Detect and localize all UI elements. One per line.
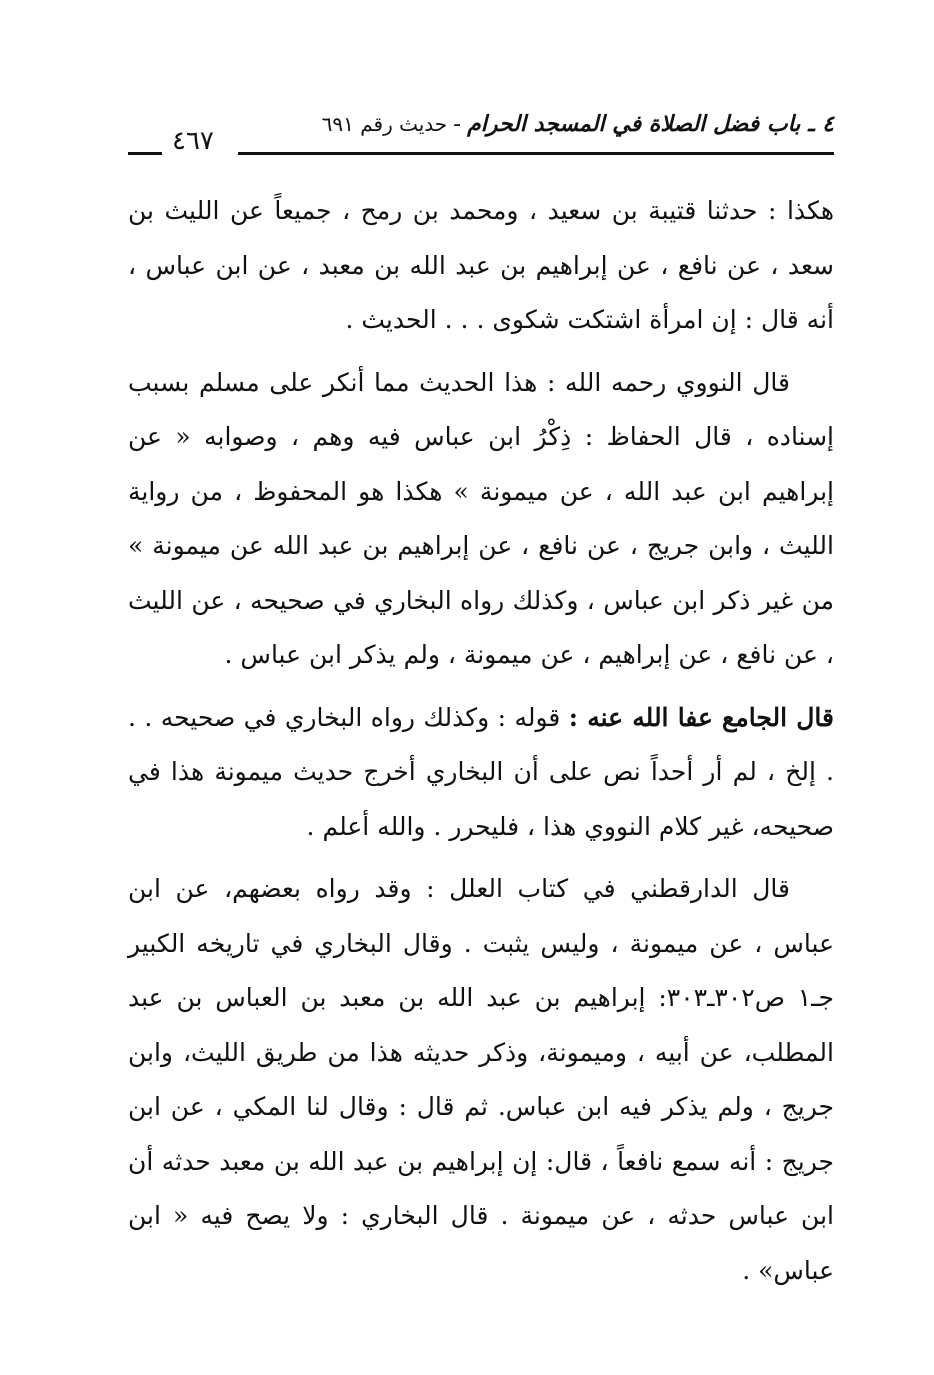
paragraph-3 — [128, 691, 834, 855]
paragraph-3-text: قوله : وكذلك رواه البخاري في صحيحه . . . إلخ ، لم أر أحداً نص على أن البخاري أخرج حديث ميمونة هذا في صحيحه، غير كلام النووي هذا ، فليحرر . والله أعلم . — [128, 702, 834, 841]
page-number: ٤٦٧ — [172, 126, 214, 156]
paragraph-2 — [128, 356, 834, 683]
chapter-title — [322, 112, 834, 137]
paragraph-1-text: هكذا : حدثنا قتيبة بن سعيد ، ومحمد بن رمح ، جميعاً عن الليث بن سعد ، عن نافع ، عن إبراهيم بن عبد الله بن معبد ، عن ابن عباس ، أنه قال : إن امرأة اشتكت شكوى . . . الحديث . — [128, 196, 834, 334]
paragraph-1 — [128, 184, 834, 348]
chapter-title-text: ٤ ـ باب فضل الصلاة في المسجد الحرام — [467, 112, 834, 137]
header-rule-short — [128, 152, 162, 155]
hadith-number: حديث رقم ٦٩١ — [321, 112, 448, 136]
paragraph-3-lead: قال الجامع عفا الله عنه : — [568, 702, 834, 732]
header-rule — [238, 152, 834, 155]
page-header — [128, 108, 834, 160]
paragraph-2-text: قال النووي رحمه الله : هذا الحديث مما أنكر على مسلم بسبب إسناده ، قال الحفاظ : ذِكْرُ ابن عباس فيه وهم ، وصوابه « عن إبراهيم ابن عبد الله ، عن ميمونة » هكذا هو المحفوظ ، من رواية الليث ، وابن جريج ، عن نافع ، عن إبراهيم بن عبد الله عن ميمونة » من غير ذكر ابن عباس ، وكذلك رواه البخاري في صحيحه ، عن الليث ، عن نافع ، عن إبراهيم ، عن ميمونة ، ولم يذكر ابن عباس . — [128, 367, 834, 669]
body-text — [128, 184, 834, 1306]
paragraph-4 — [128, 862, 834, 1298]
header-separator: - — [453, 112, 462, 137]
paragraph-4-text: قال الدارقطني في كتاب العلل : وقد رواه بعضهم، عن ابن عباس ، عن ميمونة ، وليس يثبت . وقال البخاري في تاريخه الكبير جـ١ ص٣٠٢ـ٣٠٣: إبراهيم بن عبد الله بن معبد بن العباس بن عبد المطلب، عن أبيه ، وميمونة، وذكر حديثه هذا من طريق الليث، وابن جريج ، ولم يذكر فيه ابن عباس. ثم قال : وقال لنا المكي ، عن ابن جريج : أنه سمع نافعاً ، قال: إن إبراهيم بن عبد الله بن معبد حدثه أن ابن عباس حدثه ، عن ميمونة . قال البخاري : ولا يصح فيه « ابن عباس» . — [128, 874, 835, 1285]
